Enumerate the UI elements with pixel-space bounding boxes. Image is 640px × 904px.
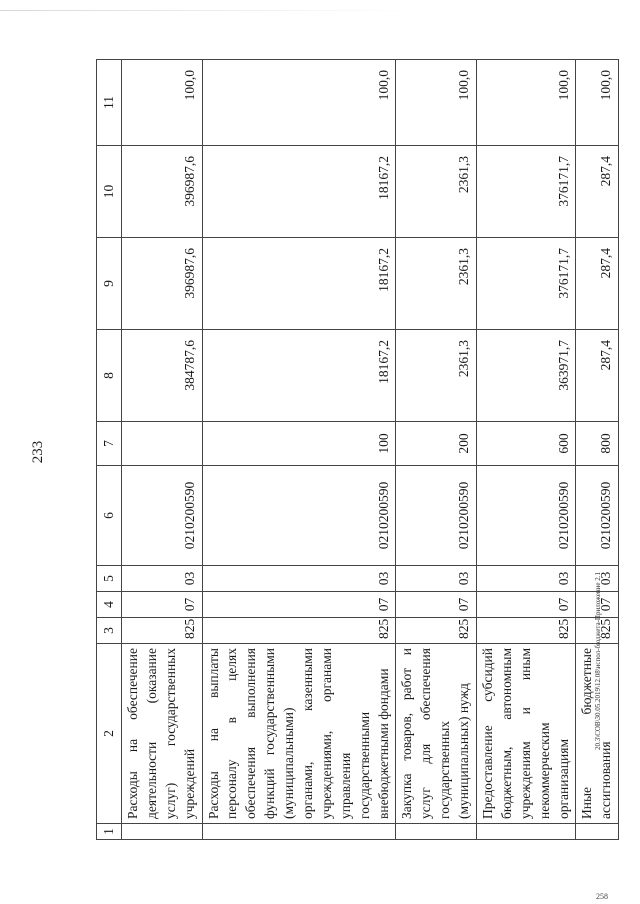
cell-value-11: 100,0 — [202, 60, 396, 146]
cell-value-11: 100,0 — [396, 60, 477, 146]
cell-target-article: 0210200590 — [122, 466, 203, 566]
cell-value-9: 376171,7 — [477, 238, 576, 330]
cell-description: Расходы на обеспечение деятельности (оказание услуг) государственных учреждений — [122, 644, 203, 824]
cell-expense-type: 800 — [576, 422, 619, 466]
header-cell-3: 3 — [97, 618, 122, 644]
cell-value-10: 287,4 — [576, 146, 619, 238]
top-edge-line — [0, 10, 420, 11]
cell-value-9: 396987,6 — [122, 238, 203, 330]
cell-section: 07 — [122, 592, 203, 618]
cell-col1 — [477, 824, 576, 840]
cell-target-article: 0210200590 — [396, 466, 477, 566]
cell-value-8: 384787,6 — [122, 330, 203, 422]
cell-target-article: 0210200590 — [576, 466, 619, 566]
header-cell-9: 9 — [97, 238, 122, 330]
cell-value-8: 287,4 — [576, 330, 619, 422]
cell-value-9: 18167,2 — [202, 238, 396, 330]
cell-value-11: 100,0 — [122, 60, 203, 146]
header-cell-5: 5 — [97, 566, 122, 592]
cell-expense-type: 100 — [202, 422, 396, 466]
cell-value-9: 287,4 — [576, 238, 619, 330]
cell-grbs: 825 — [576, 618, 619, 644]
table-row — [122, 60, 203, 840]
cell-grbs: 825 — [396, 618, 477, 644]
header-cell-11: 11 — [97, 60, 122, 146]
cell-value-10: 18167,2 — [202, 146, 396, 238]
budget-table — [96, 59, 619, 840]
header-row — [97, 60, 122, 840]
header-cell-4: 4 — [97, 592, 122, 618]
table-row — [396, 60, 477, 840]
cell-expense-type: 600 — [477, 422, 576, 466]
header-cell-1: 1 — [97, 824, 122, 840]
table-row — [477, 60, 576, 840]
cell-subsection: 03 — [576, 566, 619, 592]
cell-description: Предоставление субсидий бюджетным, автономным учреждениям и иным некоммерческим организациям — [477, 644, 576, 824]
cell-value-8: 2361,3 — [396, 330, 477, 422]
page-number: 233 — [30, 440, 46, 464]
cell-col1 — [202, 824, 396, 840]
cell-subsection: 03 — [477, 566, 576, 592]
cell-subsection: 03 — [202, 566, 396, 592]
footer-note: 20.3\COB\30.05.2019\12.08\испол-бюджета-Приложение 2.1 — [594, 571, 602, 750]
cell-section: 07 — [477, 592, 576, 618]
cell-col1 — [576, 824, 619, 840]
cell-description: Расходы на выплаты персоналу в целях обеспечения выполнения функций государственными (муниципальными) органами, казенными учреждениями, органами управления государственными внебюджетными фондами — [202, 644, 396, 824]
cell-value-10: 2361,3 — [396, 146, 477, 238]
header-cell-2: 2 — [97, 644, 122, 824]
cell-value-11: 100,0 — [477, 60, 576, 146]
cell-value-11: 100,0 — [576, 60, 619, 146]
cell-description: Иные бюджетные ассигнования — [576, 644, 619, 824]
cell-section: 07 — [202, 592, 396, 618]
cell-value-8: 18167,2 — [202, 330, 396, 422]
page-corner-number: 258 — [596, 893, 608, 901]
cell-expense-type: 200 — [396, 422, 477, 466]
cell-subsection: 03 — [396, 566, 477, 592]
cell-col1 — [122, 824, 203, 840]
cell-subsection: 03 — [122, 566, 203, 592]
cell-value-8: 363971,7 — [477, 330, 576, 422]
cell-value-9: 2361,3 — [396, 238, 477, 330]
cell-section: 07 — [576, 592, 619, 618]
cell-value-10: 376171,7 — [477, 146, 576, 238]
cell-target-article: 0210200590 — [477, 466, 576, 566]
header-cell-8: 8 — [97, 330, 122, 422]
cell-col1 — [396, 824, 477, 840]
cell-grbs: 825 — [477, 618, 576, 644]
cell-section: 07 — [396, 592, 477, 618]
header-cell-7: 7 — [97, 422, 122, 466]
cell-description: Закупка товаров, работ и услуг для обеспечения государственных (муниципальных) нужд — [396, 644, 477, 824]
cell-value-10: 396987,6 — [122, 146, 203, 238]
header-cell-6: 6 — [97, 466, 122, 566]
header-cell-10: 10 — [97, 146, 122, 238]
cell-grbs: 825 — [122, 618, 203, 644]
cell-grbs: 825 — [202, 618, 396, 644]
table-row — [202, 60, 396, 840]
cell-expense-type — [122, 422, 203, 466]
cell-target-article: 0210200590 — [202, 466, 396, 566]
